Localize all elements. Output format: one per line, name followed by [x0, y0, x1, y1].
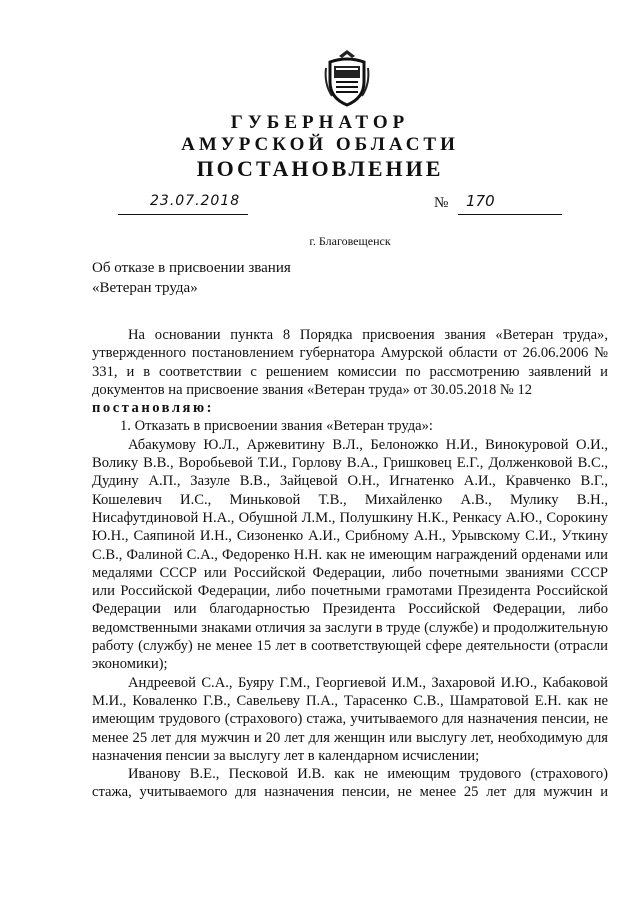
coat-of-arms-icon	[322, 48, 372, 108]
document-date: 23.07.2018	[150, 193, 241, 209]
paragraph-group-3-line-2: стажа, учитываемого для назначения пенсии, не менее 25 лет для мужчин и	[92, 784, 608, 801]
document-subject	[92, 258, 291, 298]
subject-line-2: «Ветеран труда»	[92, 280, 198, 296]
paragraph-group-2: Андреевой С.А., Буяру Г.М., Георгиевой И.М., Захаровой И.Ю., Кабаковой М.И., Коваленко Г.В., Савельеву П.А., Тарасенко С.В., Шамратовой Е.Н. как не имеющим трудового (страхового) стажа, учитываемого для назначения пенсии, не менее 25 лет для мужчин и 20 лет для женщин или выслугу лет, необходимую для назначения пенсии за выслугу лет в календарном исчислении;	[92, 674, 608, 764]
paragraph-group-1: Абакумову Ю.Л., Аржевитину В.Л., Белоножко Н.И., Винокуровой О.И., Волику В.В., Воробьевой Т.И., Горлову В.А., Гришковец Е.Г., Долженковой В.С., Дудину А.П., Зазуле В.В., Зайцевой О.Н., Игнатенко А.И., Кравченко В.Г., Кошелевич И.С., Миньковой Т.В., Михайленко А.В., Мулику В.Н., Нисафутдиновой Н.А., Обушной Л.М., Полушкину Н.К., Ренкасу А.Ю., Сорокину Ю.Н., Саяпиной И.Н., Сизоненко А.И., Срибному А.Н., Урывскому С.И., Уткину С.В., Фалиной С.А., Федоренко Н.Н. как не имеющим награждений орденами или медалями СССР или Российской Федерации, либо почетными званиями СССР или Российской Федерации, либо почетными грамотами Президента Российской Федерации или благодарностью Президента Российской Федерации, либо ведомственными знаками отличия за заслуги в труде (службе) и продолжительную работу (службу) не менее 15 лет в соответствующей сфере деятельности (отрасли экономики);	[92, 436, 608, 673]
heading-region: АМУРСКОЙ ОБЛАСТИ	[181, 134, 459, 155]
city-name: г. Благовещенск	[309, 234, 391, 248]
document-body	[92, 326, 608, 802]
number-label: №	[434, 195, 449, 211]
item-1: 1. Отказать в присвоении звания «Ветеран труда»:	[120, 418, 433, 435]
decree-word: постановляю:	[92, 400, 214, 417]
paragraph-intro: На основании пункта 8 Порядка присвоения звания «Ветеран труда», утвержденного постановлением губернатора Амурской области от 26.06.2006 № 331, и в соответствии с решением комиссии по рассмотрению заявлений и документов на присвоение звания «Ветеран труда» от 30.05.2018 № 12	[92, 327, 608, 398]
heading-governor: ГУБЕРНАТОР	[230, 112, 410, 133]
paragraph-group-3-line-1: Иванову В.Е., Песковой И.В. как не имеющим трудового (страхового)	[128, 766, 608, 783]
document-number: 170	[466, 192, 495, 210]
heading-document-type: ПОСТАНОВЛЕНИЕ	[196, 156, 444, 181]
subject-line-1: Об отказе в присвоении звания	[92, 260, 291, 276]
